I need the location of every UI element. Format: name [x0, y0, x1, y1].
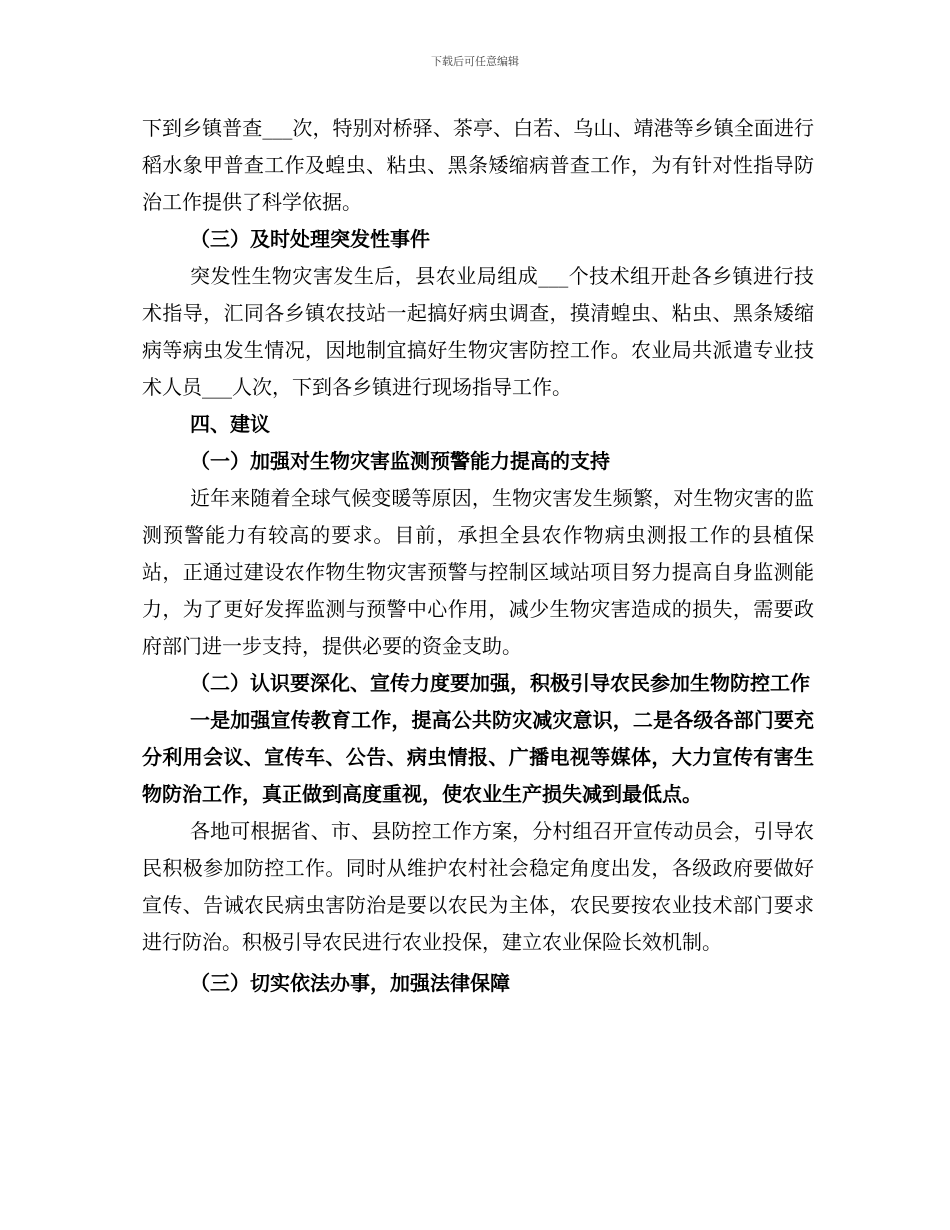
paragraph-mobilization: 各地可根据省、市、县防控工作方案，分村组召开宣传动员会，引导农民积极参加防控工作。同时从维护农村社会稳定角度出发，各级政府要做好宣传、告诫农民病虫害防治是要以农民为主体，农民要按农业技术部门要求进行防治。积极引导农民进行农业投保，建立农业保险长效机制。 — [142, 819, 814, 954]
heading-suggestions: 四、建议 — [190, 412, 270, 436]
paragraph-publicity-education: 一是加强宣传教育工作，提高公共防灾减灾意识，二是各级各部门要充分利用会议、宣传车、公告、病虫情报、广播电视等媒体，大力宣传有害生物防治工作，真正做到高度重视，使农业生产损失减到最低点。 — [142, 708, 814, 806]
paragraph-survey-continuation: 下到乡镇普查___次，特别对桥驿、茶亭、白若、乌山、靖港等乡镇全面进行稻水象甲普查工作及蝗虫、粘虫、黑条矮缩病普查工作，为有针对性指导防治工作提供了科学依据。 — [142, 116, 814, 214]
heading-emergency-handling: （三）及时处理突发性事件 — [190, 227, 430, 251]
heading-awareness-publicity: （二）认识要深化、宣传力度要加强，积极引导农民参加生物防控工作 — [190, 671, 810, 695]
paragraph-emergency-response: 突发性生物灾害发生后，县农业局组成___个技术组开赴各乡镇进行技术指导，汇同各乡镇农技站一起搞好病虫调查，摸清蝗虫、粘虫、黑条矮缩病等病虫发生情况，因地制宜搞好生物灾害防控工作。农业局共派遣专业技术人员___人次，下到各乡镇进行现场指导工作。 — [142, 264, 814, 399]
document-body — [142, 110, 814, 1002]
paragraph-monitoring-support: 近年来随着全球气候变暖等原因，生物灾害发生频繁，对生物灾害的监测预警能力有较高的要求。目前，承担全县农作物病虫测报工作的县植保站，正通过建设农作物生物灾害预警与控制区域站项目努力提高自身监测能力，为了更好发挥监测与预警中心作用，减少生物灾害造成的损失，需要政府部门进一步支持，提供必要的资金支助。 — [142, 486, 814, 658]
heading-legal-guarantee: （三）切实依法办事，加强法律保障 — [190, 971, 510, 995]
heading-monitoring-support: （一）加强对生物灾害监测预警能力提高的支持 — [190, 449, 610, 473]
page-header: 下载后可任意编辑 — [431, 55, 519, 68]
